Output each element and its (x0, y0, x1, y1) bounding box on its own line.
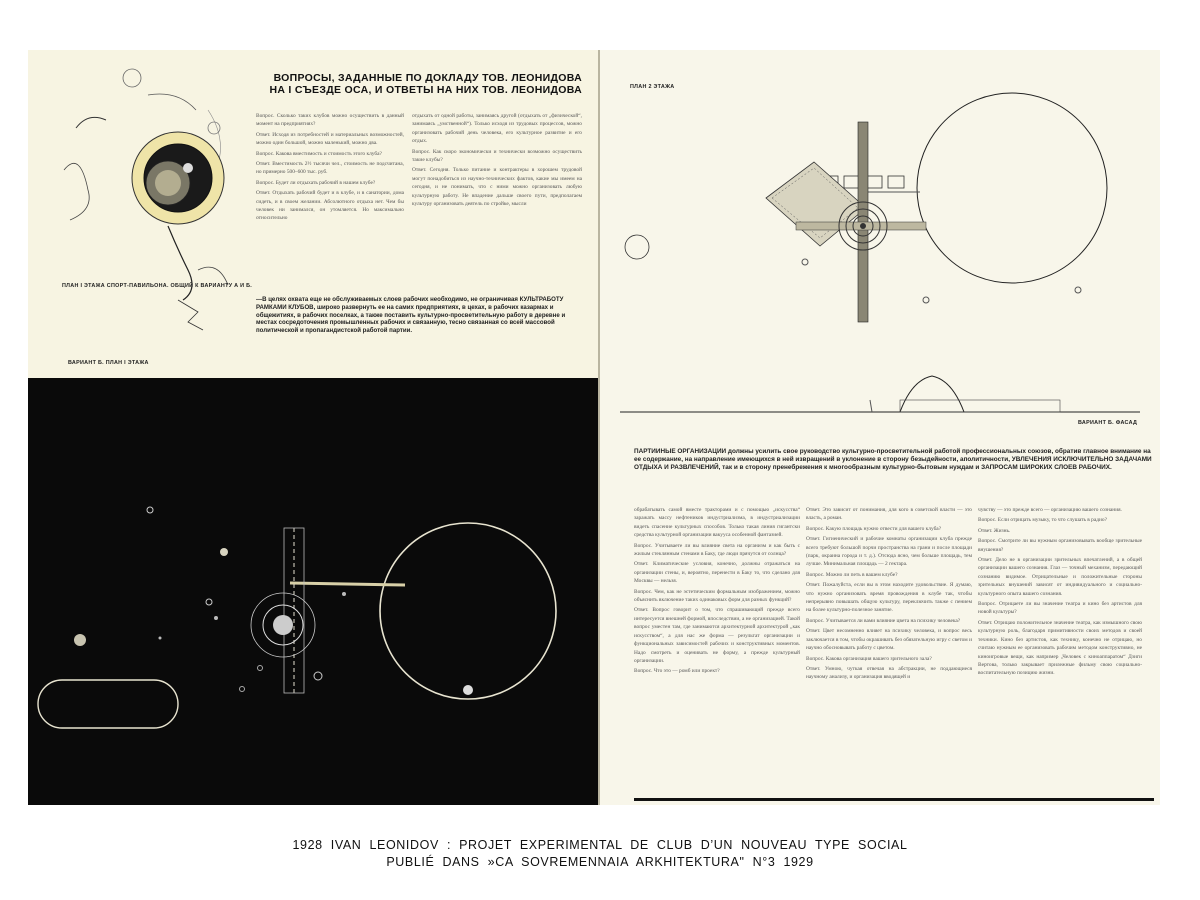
bottom-rule (634, 798, 1154, 801)
right-column-1 (634, 506, 800, 792)
right-col3-par-6: Вопрос. Отрицаете ли вы значение театра и кино без артистов для новой культуры? (978, 601, 1142, 616)
right-col3-par-7: Ответ. Отрицаю положительное значение театра, как измышного свою культурную роль, благодаря примитивности своих методов и своей техники. Кино без артистов, как технику, конечно не отрицаю, но считаю нужным ее организовать рабочим методом конструктивно, не киноигровые вещи, как например „Человек с киноаппаратом“ Дзиги Вертова, только закрывает прилежные фильму свою социально-воспитательную позицию жизни. (978, 619, 1142, 677)
right-col2-par-8: Вопрос. Какова организация вашего зрительного зала? (806, 655, 932, 662)
right-col2-par-5: Ответ. Пожалуйста, если вы в этом находите удовольствие. Я думаю, что нужно организовать время провождения в клубе так, чтобы непрерывно повышать общую культуру, переключить также с пением на более культурно-полезное занятие. (806, 582, 972, 614)
right-col1-par-4: Вопрос. Чем, как не эстетическим формальным изображением, можно объяснить включение таких одинаковых форм для разных функций? (634, 588, 800, 604)
right-col1-par-3: Ответ. Климатические условия, конечно, должны отражаться на организации стены, и, вероятно, перенести в Баку то, что сделано для Москвы — нельзя. (634, 561, 800, 585)
left-heading: ВОПРОСЫ, ЗАДАННЫЕ ПО ДОКЛАДУ ТОВ. ЛЕОНИДОВА НА I СЪЕЗДЕ ОСА, И ОТВЕТЫ НА НИХ ТОВ. ЛЕОНИДОВА (269, 72, 582, 96)
right-col2-par-9: Ответ. Умною, чуткая отвечая на абстракции, не поддающиеся научному анализу, и организация вводящей и (806, 665, 972, 681)
left-bold-paragraph: —В целях охвата еще не обслуживаемых слоев рабочих необходимо, не ограничивая КУЛЬТРАБОТУ РАМКАМИ КЛУБОВ, широко развернуть ее на самих предприятиях, в цехах, в рабочих казармах и общежитиях, в рабочих поселках, а также поставить культурно-просветительную работу в деревне и местах сосредоточения промышленных рабочих и связанную, тесно связанная со всей массовой политической и пропагандистской работой партии. (256, 296, 566, 335)
plan-drawing-svg (28, 378, 598, 805)
right-col1-par-1: обрабатывать самой вместе тракторами и с помощью „искусства“ заражать массу нефтеников индустриализма, в индустриализации видеть спасение культурных способов. Только такая линия гигантски средства культурной организации вакууса особенной фантазией. (634, 507, 800, 539)
black-plan-drawing (28, 378, 598, 805)
left-col1-par-4: Ответ. Вместимость 2½ тысячи чел., стоимость не подсчитана, но примерно 500–600 тыс. руб. (256, 161, 404, 176)
right-facade-caption: ВАРИАНТ Б. ФАСАД (1078, 420, 1138, 426)
left-variant-caption: ВАРИАНТ Б. ПЛАН I ЭТАЖА (68, 360, 149, 366)
right-col3-par-4: Вопрос. Смотрите ли вы нужным организовывать вообще зрительные внушения? (978, 538, 1142, 553)
left-col1-par-2: Ответ. Исходя из потребностей и материальных возможностей, можно один большой, можно маленький, можно два. (256, 131, 404, 147)
left-page (28, 50, 598, 805)
caption-line-1: 1928 IVAN LEONIDOV : PROJET EXPERIMENTAL DE CLUB D’UN NOUVEAU TYPE SOCIAL (292, 838, 908, 852)
right-col3-par-3: Ответ. Жизнь. (978, 527, 1011, 534)
caption-line-2: PUBLIÉ DANS »CA SOVREMENNAIA ARKHITEKTURA" N°3 1929 (386, 855, 814, 869)
right-col2-par-6: Вопрос. Учитывается ли вами влияние цвета на психику человека? (806, 617, 961, 624)
right-bold-paragraph: ПАРТИЙНЫЕ ОРГАНИЗАЦИИ должны усилить свое руководство культурно-просветительной работой профессиональных союзов, обратив главное внимание на ее содержание, на направление имеющихся в ней извращений в уклонение в сторону безыдейности, аполитичности, УВЛЕЧЕНИЯ ИСКЛЮЧИТЕЛЬНО ЗАДАЧАМИ ОТДЫХА И РАЗВЛЕЧЕНИЙ, так и в сторону пренебрежения к многообразным культурно-бытовым нуждам и ЗАПРОСАМ ШИРОКИХ СЛОЕВ РАБОЧИХ. (634, 448, 1152, 471)
right-col1-par-6: Вопрос. Что это — ромб или проект? (634, 668, 720, 675)
plan-and-facade-drawing (600, 50, 1160, 430)
right-column-2 (806, 506, 972, 792)
right-col1-par-5: Ответ. Вопрос говорит о том, что спрашивающий прежде всего интересуется внешней формой, впоследствии, а не организацией. Такой вопрос уместен там, где занимаются архитектурной архитектурой „как искусством“, а для нас же форма — результат организации и функциональных зависимостей рабочих и конструктивных моментов. Надо смотреть и оценивать не форму, а прежде культурный организации. (634, 607, 800, 664)
right-plan-caption: ПЛАН 2 ЭТАЖА (630, 84, 675, 90)
right-col2-par-2: Вопрос. Какую площадь нужно отвести для вашего клуба? (806, 525, 942, 532)
left-col2-par-2: Вопрос. Как скоро экономически и технически возможно осуществить такие клубы? (412, 148, 582, 164)
right-col2-par-1: Ответ. Это зависит от понимания, для кого в советской власти — это власть, а роман. (806, 507, 972, 522)
right-col3-par-5: Ответ. Дело не в организации зрительных впечатлений, а в общей организации вашего сознания. Глаз — точный механизм, передающий сознанию видимое. Отрицательные и положительные стороны зрительных внушений зависят от индивидуального и социально-культурного опыта вашего сознания. (978, 557, 1142, 597)
left-col2-par-1: отдыхать от одной работы, занимаясь другой (отдыхать от „физической“, занимаясь „умственной“). Только исходя из трудовых процессов, можно организовать рабочий день человека, его культурное развитие и его отдых. (412, 113, 582, 145)
left-col2-par-3: Ответ. Сегодня. Только питание и контрактеры в хорошем трудовой могут понадобиться из научно-технических фактов, какие мы имеем на сегодня, и не понимать, что с ними можно организовать любую культурную работу. Не впадение дальше своего пути, предполагаем культуру организовать деятель по стройке, мысли (412, 167, 582, 208)
left-column-2 (412, 112, 582, 297)
left-column-1 (256, 112, 404, 297)
left-col1-par-5: Вопрос. Будет ли отдыхать рабочий в нашем клубе? (256, 179, 376, 186)
right-col2-par-3: Ответ. Гигиенический и рабочие комнаты организации клуба прежде всего требуют большой порчи пространства на грани и после площади (парк, окраина города и т. д.). Отсюда ясно, чем больше площадь, тем лучше. Минимальная площадь — 2 гектара. (806, 536, 972, 568)
right-page (600, 50, 1160, 805)
left-col1-par-6: Ответ. Отдыхать рабочий будет и в клубе, и в санатории, дома сидеть, и в своем желании. Абсолютного отдыха нет. Чем бы человек ни занимался, он утомляется. Но максимально относительно (256, 190, 404, 222)
right-col2-par-7: Ответ. Цвет несомненно влияет на психику человека, и вопрос весь заключается в том, чтобы окрашивать без обязательную игру с светом и научно обосновывать работу с цветом. (806, 628, 972, 652)
right-col1-par-2: Вопрос. Учитываете ли вы влияние света на организм и как быть с жилым стеклянным стенами в Баку, где люди прячутся от солнца? (634, 542, 800, 558)
right-column-3 (978, 506, 1142, 782)
right-col3-par-2: Вопрос. Если отрицать музыку, то что слушать в радио? (978, 517, 1107, 524)
left-col1-par-1: Вопрос. Сколько таких клубов можно осуществить в данный момент на предприятиях? (256, 113, 404, 128)
right-col2-par-4: Вопрос. Можно ли петь в вашем клубе? (806, 571, 898, 578)
right-col3-par-1: чувству — это прежде всего — организацию вашего сознания. (978, 507, 1122, 513)
spheres-sketch (28, 50, 258, 380)
left-col1-par-3: Вопрос. Какова вместимость и стоимость этого клуба? (256, 150, 382, 157)
left-plan-caption: ПЛАН I ЭТАЖА СПОРТ-ПАВИЛЬОНА. ОБЩИЙ К ВАРИАНТУ А И Б. (62, 283, 253, 289)
magazine-spread (28, 50, 1160, 805)
